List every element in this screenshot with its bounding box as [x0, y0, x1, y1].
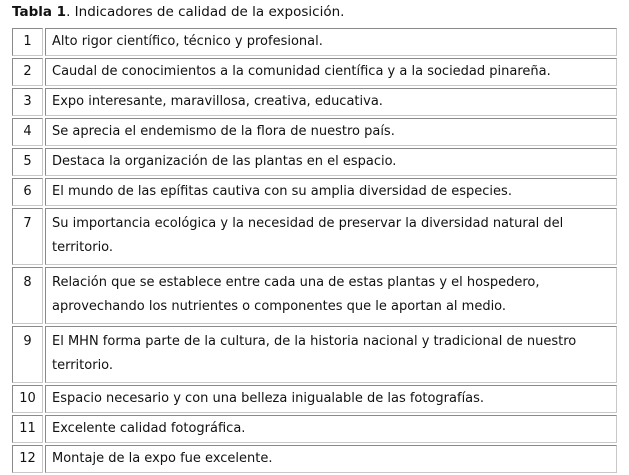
- row-text: El mundo de las epífitas cautiva con su amplia diversidad de especies.: [45, 178, 617, 206]
- row-number: 8: [12, 267, 43, 324]
- table-row: [12, 58, 617, 86]
- row-text: El MHN forma parte de la cultura, de la historia nacional y tradicional de nuestro territorio.: [45, 326, 617, 383]
- row-number: 9: [12, 326, 43, 383]
- row-number: 4: [12, 118, 43, 146]
- table-row: [12, 208, 617, 265]
- row-text: Expo interesante, maravillosa, creativa, educativa.: [45, 88, 617, 116]
- table-row: [12, 415, 617, 443]
- caption-label: Tabla 1: [12, 4, 67, 20]
- table-row: [12, 118, 617, 146]
- table-row: [12, 445, 617, 473]
- row-text: Espacio necesario y con una belleza inigualable de las fotografías.: [45, 385, 617, 413]
- row-number: 5: [12, 148, 43, 176]
- table-row: [12, 178, 617, 206]
- table-row: [12, 148, 617, 176]
- row-text: Alto rigor científico, técnico y profesional.: [45, 28, 617, 56]
- row-text: Excelente calidad fotográfica.: [45, 415, 617, 443]
- row-number: 10: [12, 385, 43, 413]
- table-row: [12, 385, 617, 413]
- row-number: 6: [12, 178, 43, 206]
- row-text: Se aprecia el endemismo de la flora de nuestro país.: [45, 118, 617, 146]
- row-text: Montaje de la expo fue excelente.: [45, 445, 617, 473]
- table-row: [12, 28, 617, 56]
- row-number: 11: [12, 415, 43, 443]
- table-row: [12, 326, 617, 383]
- row-number: 2: [12, 58, 43, 86]
- row-text: Su importancia ecológica y la necesidad de preservar la diversidad natural del territorio.: [45, 208, 617, 265]
- row-number: 1: [12, 28, 43, 56]
- table-row: [12, 267, 617, 324]
- row-text: Caudal de conocimientos a la comunidad científica y a la sociedad pinareña.: [45, 58, 617, 86]
- table-caption: [12, 2, 344, 22]
- row-number: 7: [12, 208, 43, 265]
- row-number: 12: [12, 445, 43, 473]
- table-row: [12, 88, 617, 116]
- row-text: Destaca la organización de las plantas en el espacio.: [45, 148, 617, 176]
- row-number: 3: [12, 88, 43, 116]
- indicators-table: [10, 26, 619, 475]
- caption-text: . Indicadores de calidad de la exposición.: [66, 4, 345, 20]
- row-text: Relación que se establece entre cada una de estas plantas y el hospedero, aprovechando los nutrientes o componentes que le aportan al medio.: [45, 267, 617, 324]
